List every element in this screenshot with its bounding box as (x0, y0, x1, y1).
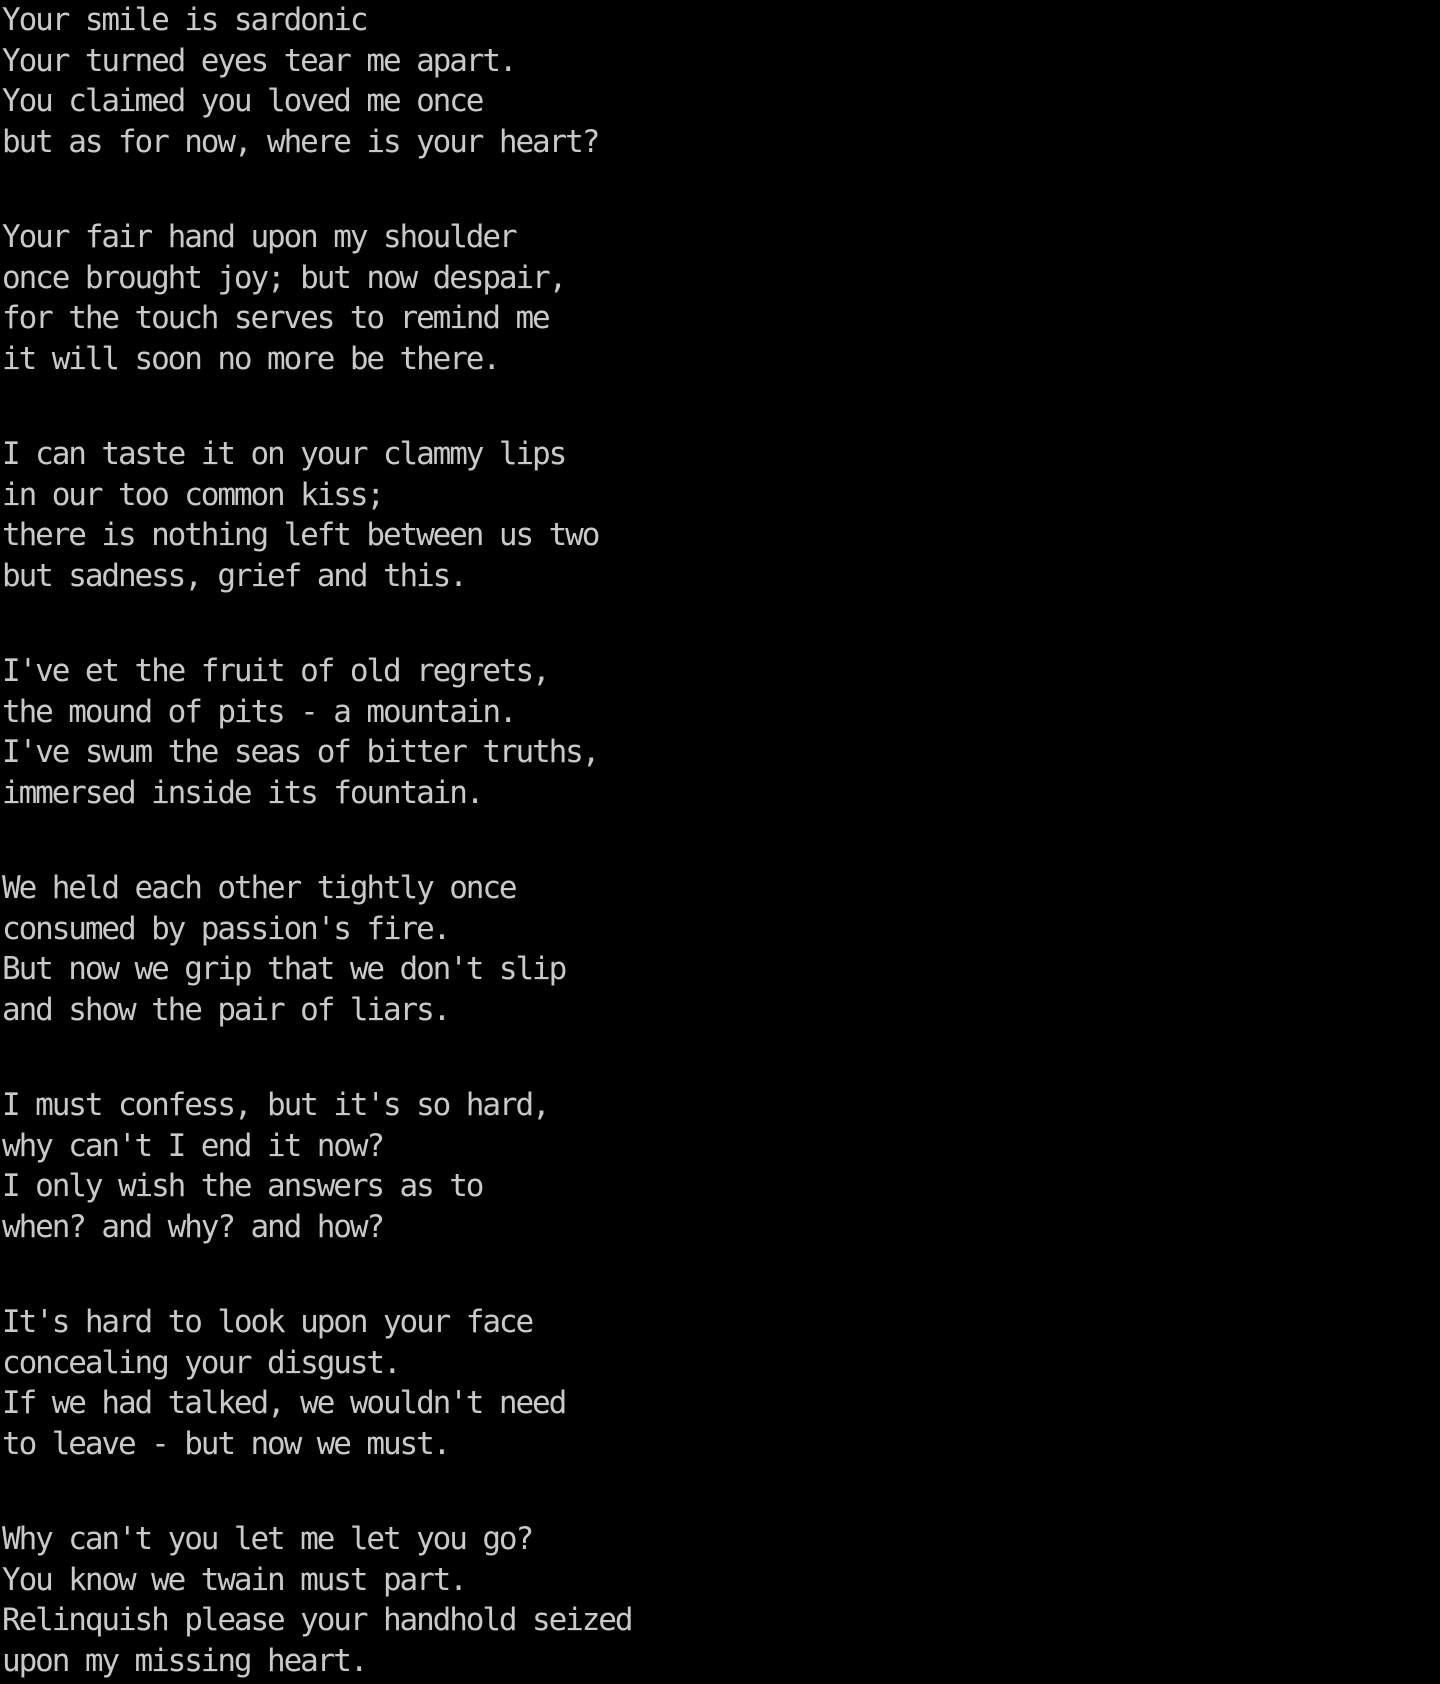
poem-line: Why can't you let me let you go? (2, 1521, 533, 1557)
poem-stanza (2, 434, 1440, 596)
poem-stanza (2, 217, 1440, 379)
poem-line: I can taste it on your clammy lips (2, 436, 566, 472)
poem-line: and show the pair of liars. (2, 991, 450, 1028)
poem-line: Your fair hand upon my shoulder (2, 219, 516, 255)
poem-line: But now we grip that we don't slip (2, 951, 566, 987)
poem-line: I only wish the answers as to (2, 1168, 483, 1204)
poem-line: concealing your disgust. (2, 1344, 400, 1381)
poem-line: I must confess, but it's so hard, (2, 1087, 549, 1123)
poem-line: but as for now, where is your heart? (2, 123, 599, 160)
poem-line: in our too common kiss; (2, 476, 383, 513)
poem-line: immersed inside its fountain. (2, 774, 483, 811)
poem-stanza (2, 868, 1440, 1030)
poem-line: Your turned eyes tear me apart. (2, 42, 516, 79)
poem-line: to leave - but now we must. (2, 1425, 450, 1462)
poem-line: Relinquish please your handhold seized (2, 1602, 632, 1638)
poem-line: You know we twain must part. (2, 1561, 466, 1598)
poem-line: but sadness, grief and this. (2, 557, 466, 594)
poem-stanza (2, 1519, 1440, 1681)
poem-line: If we had talked, we wouldn't need (2, 1385, 566, 1421)
poem-line: it will soon no more be there. (2, 340, 499, 377)
poem-line: It's hard to look upon your face (2, 1304, 533, 1340)
poem-line: why can't I end it now? (2, 1127, 383, 1164)
poem-line: I've et the fruit of old regrets, (2, 653, 549, 689)
poem-stanza (2, 0, 1440, 162)
poem-line: for the touch serves to remind me (2, 300, 549, 336)
poem-line: when? and why? and how? (2, 1208, 383, 1245)
poem-stanza (2, 1085, 1440, 1247)
poem-stanza (2, 651, 1440, 813)
poem-line: Your smile is sardonic (2, 2, 367, 38)
poem-stanza (2, 1302, 1440, 1464)
poem-line: once brought joy; but now despair, (2, 259, 566, 296)
poem-line: We held each other tightly once (2, 870, 516, 906)
poem-line: I've swum the seas of bitter truths, (2, 734, 599, 770)
poem-line: upon my missing heart. (2, 1642, 367, 1679)
poem-line: the mound of pits - a mountain. (2, 693, 516, 730)
poem-line: there is nothing left between us two (2, 517, 599, 553)
poem-line: You claimed you loved me once (2, 83, 483, 119)
poem-line: consumed by passion's fire. (2, 910, 450, 947)
